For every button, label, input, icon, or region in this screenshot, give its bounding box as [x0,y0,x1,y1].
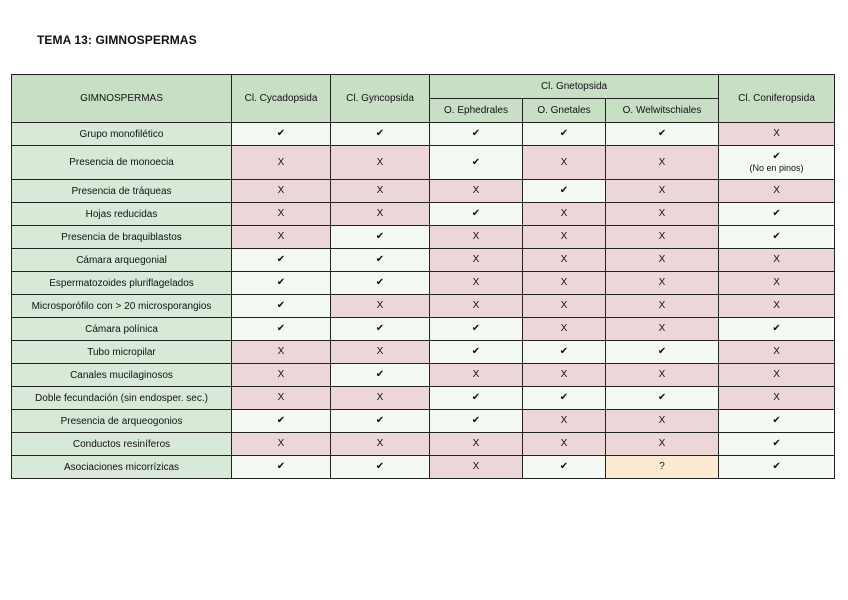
header-gnetales: O. Gnetales [523,99,606,123]
cross-mark: X [277,156,285,168]
cell-ephedrales [430,456,523,479]
cell-welwitschiales [606,433,719,456]
cell-coniferopsida [719,226,835,249]
cell-cycadopsida [232,410,331,433]
cross-mark: X [472,369,480,380]
check-mark: ✔ [276,128,286,139]
cell-ephedrales [430,249,523,272]
cell-ephedrales [430,203,523,226]
cell-coniferopsida [719,456,835,479]
cross-mark: X [560,208,568,219]
check-mark: ✔ [772,151,781,162]
cell-welwitschiales [606,180,719,203]
cell-welwitschiales [606,123,719,146]
check-mark: ✔ [276,254,286,265]
cross-mark: X [773,185,780,196]
cell-coniferopsida [719,249,835,272]
unknown-mark: ? [659,461,665,472]
table-row [12,341,835,364]
cross-mark: X [560,369,568,380]
cell-note: (No en pinos) [749,163,804,173]
header-corner: GIMNOSPERMAS [12,75,232,123]
cross-mark: X [376,438,384,449]
cell-ephedrales [430,387,523,410]
cross-mark: X [773,369,780,380]
check-mark: ✔ [772,415,781,426]
header-gyncopsida: Cl. Gyncopsida [331,75,430,123]
cell-coniferopsida [719,272,835,295]
check-mark: ✔ [471,128,481,139]
table-row [12,410,835,433]
cross-mark: X [560,438,568,449]
table-row [12,387,835,410]
cross-mark: X [560,254,568,265]
header-ephedrales: O. Ephedrales [430,99,523,123]
cell-gnetales [523,226,606,249]
page-title: TEMA 13: GIMNOSPERMAS [37,33,197,47]
cell-coniferopsida [719,123,835,146]
row-label: Asociaciones micorrízicas [12,456,232,479]
cell-gyncopsida [331,364,430,387]
cell-coniferopsida [719,433,835,456]
check-mark: ✔ [375,369,385,380]
check-mark: ✔ [471,415,481,426]
cross-mark: X [773,392,780,403]
row-label: Espermatozoides pluriflagelados [12,272,232,295]
cell-cycadopsida [232,249,331,272]
cell-welwitschiales [606,272,719,295]
row-label: Grupo monofilético [12,123,232,146]
cell-cycadopsida [232,123,331,146]
table-row [12,456,835,479]
cell-coniferopsida [719,364,835,387]
table-row [12,272,835,295]
cross-mark: X [277,208,285,219]
row-label: Cámara arquegonial [12,249,232,272]
cell-ephedrales [430,318,523,341]
cell-cycadopsida [232,387,331,410]
cell-cycadopsida [232,203,331,226]
cross-mark: X [376,185,384,196]
cross-mark: X [658,415,666,426]
table-row [12,295,835,318]
row-label: Doble fecundación (sin endosper. sec.) [12,387,232,410]
cross-mark: X [277,231,285,242]
cell-ephedrales [430,180,523,203]
check-mark: ✔ [276,277,286,288]
cross-mark: X [472,300,480,311]
table-row [12,364,835,387]
cell-welwitschiales [606,203,719,226]
cell-gyncopsida [331,272,430,295]
cell-cycadopsida [232,341,331,364]
check-mark: ✔ [276,461,286,472]
table-row [12,203,835,226]
cell-coniferopsida [719,146,835,180]
check-mark: ✔ [559,128,569,139]
table-row [12,249,835,272]
cell-gyncopsida [331,123,430,146]
row-label: Canales mucilaginosos [12,364,232,387]
cell-coniferopsida [719,387,835,410]
cell-cycadopsida [232,456,331,479]
cell-gnetales [523,364,606,387]
header-welwitschiales: O. Welwitschiales [606,99,719,123]
cross-mark: X [773,277,780,288]
cell-ephedrales [430,295,523,318]
check-mark: ✔ [657,128,667,139]
cell-gnetales [523,249,606,272]
cell-cycadopsida [232,272,331,295]
cell-ephedrales [430,410,523,433]
cell-gnetales [523,410,606,433]
cross-mark: X [376,300,384,311]
cell-welwitschiales [606,318,719,341]
check-mark: ✔ [471,346,481,357]
cell-ephedrales [430,341,523,364]
cell-welwitschiales [606,456,719,479]
cross-mark: X [773,346,780,357]
check-mark: ✔ [276,300,286,311]
cell-cycadopsida [232,180,331,203]
row-label: Hojas reducidas [12,203,232,226]
cell-gyncopsida [331,249,430,272]
cell-gyncopsida [331,226,430,249]
cross-mark: X [277,185,285,196]
cell-gyncopsida [331,387,430,410]
cross-mark: X [658,231,666,242]
check-mark: ✔ [471,156,481,168]
cell-gyncopsida [331,146,430,180]
cross-mark: X [376,208,384,219]
cell-cycadopsida [232,295,331,318]
row-label: Presencia de tráqueas [12,180,232,203]
cell-coniferopsida [719,203,835,226]
cross-mark: X [658,208,666,219]
cell-gyncopsida [331,295,430,318]
cross-mark: X [277,392,285,403]
cross-mark: X [773,300,780,311]
cell-gnetales [523,272,606,295]
cell-cycadopsida [232,146,331,180]
cross-mark: X [472,185,480,196]
check-mark: ✔ [471,208,481,219]
cell-welwitschiales [606,295,719,318]
cross-mark: X [658,438,666,449]
check-mark: ✔ [772,461,781,472]
cross-mark: X [560,300,568,311]
cross-mark: X [376,392,384,403]
cell-welwitschiales [606,226,719,249]
cross-mark: X [277,346,285,357]
row-label: Microsporófilo con > 20 microsporangios [12,295,232,318]
check-mark: ✔ [559,185,569,196]
check-mark: ✔ [375,415,385,426]
row-label: Presencia de monoecia [12,146,232,180]
cell-ephedrales [430,364,523,387]
table-row [12,318,835,341]
cross-mark: X [773,128,780,139]
cell-gnetales [523,203,606,226]
cell-gnetales [523,341,606,364]
cross-mark: X [658,185,666,196]
cross-mark: X [773,254,780,265]
cell-gnetales [523,456,606,479]
check-mark: ✔ [375,323,385,334]
table-row [12,226,835,249]
table-row [12,433,835,456]
row-label: Presencia de braquiblastos [12,226,232,249]
cell-gnetales [523,387,606,410]
row-label: Conductos resiníferos [12,433,232,456]
check-mark: ✔ [471,392,481,403]
cell-gyncopsida [331,318,430,341]
cross-mark: X [376,346,384,357]
cross-mark: X [472,231,480,242]
cell-gyncopsida [331,203,430,226]
cell-gnetales [523,146,606,180]
row-label: Presencia de arqueogonios [12,410,232,433]
cell-cycadopsida [232,226,331,249]
cell-ephedrales [430,123,523,146]
check-mark: ✔ [375,231,385,242]
check-mark: ✔ [772,231,781,242]
cell-cycadopsida [232,433,331,456]
cross-mark: X [560,415,568,426]
cell-welwitschiales [606,341,719,364]
cell-coniferopsida [719,410,835,433]
header-gnetopsida: Cl. Gnetopsida [430,75,719,99]
check-mark: ✔ [772,323,781,334]
cell-welwitschiales [606,387,719,410]
row-label: Cámara polínica [12,318,232,341]
table-row [12,146,835,180]
cell-ephedrales [430,272,523,295]
cross-mark: X [658,369,666,380]
cell-gnetales [523,123,606,146]
table-body [12,123,835,479]
cross-mark: X [472,277,480,288]
check-mark: ✔ [657,392,667,403]
cross-mark: X [658,156,666,168]
cell-cycadopsida [232,318,331,341]
cell-gyncopsida [331,456,430,479]
cross-mark: X [658,277,666,288]
table-row [12,180,835,203]
cross-mark: X [560,323,568,334]
cell-cycadopsida [232,364,331,387]
check-mark: ✔ [375,128,385,139]
check-mark: ✔ [772,208,781,219]
cell-ephedrales [430,146,523,180]
cell-welwitschiales [606,249,719,272]
header-cycadopsida: Cl. Cycadopsida [232,75,331,123]
cross-mark: X [472,438,480,449]
cross-mark: X [376,156,384,168]
cross-mark: X [560,156,568,168]
cross-mark: X [277,369,285,380]
check-mark: ✔ [276,323,286,334]
cell-coniferopsida [719,318,835,341]
row-label: Tubo micropilar [12,341,232,364]
cross-mark: X [560,231,568,242]
cell-gyncopsida [331,180,430,203]
cell-gnetales [523,433,606,456]
cell-gnetales [523,295,606,318]
cell-gnetales [523,318,606,341]
cell-gnetales [523,180,606,203]
cross-mark: X [658,323,666,334]
cell-coniferopsida [719,295,835,318]
check-mark: ✔ [657,346,667,357]
cross-mark: X [658,254,666,265]
cell-coniferopsida [719,341,835,364]
header-coniferopsida: Cl. Coniferopsida [719,75,835,123]
check-mark: ✔ [375,277,385,288]
cell-welwitschiales [606,410,719,433]
cross-mark: X [472,254,480,265]
cell-coniferopsida [719,180,835,203]
check-mark: ✔ [559,392,569,403]
check-mark: ✔ [559,461,569,472]
cell-gyncopsida [331,410,430,433]
cell-welwitschiales [606,364,719,387]
cell-gyncopsida [331,341,430,364]
check-mark: ✔ [772,438,781,449]
check-mark: ✔ [559,346,569,357]
gymnosperm-comparison-table [11,74,835,479]
table-row [12,123,835,146]
check-mark: ✔ [375,254,385,265]
check-mark: ✔ [276,415,286,426]
cross-mark: X [277,438,285,449]
cross-mark: X [472,461,480,472]
cell-ephedrales [430,226,523,249]
cross-mark: X [658,300,666,311]
cell-ephedrales [430,433,523,456]
check-mark: ✔ [375,461,385,472]
cell-welwitschiales [606,146,719,180]
cell-gyncopsida [331,433,430,456]
check-mark: ✔ [471,323,481,334]
cross-mark: X [560,277,568,288]
